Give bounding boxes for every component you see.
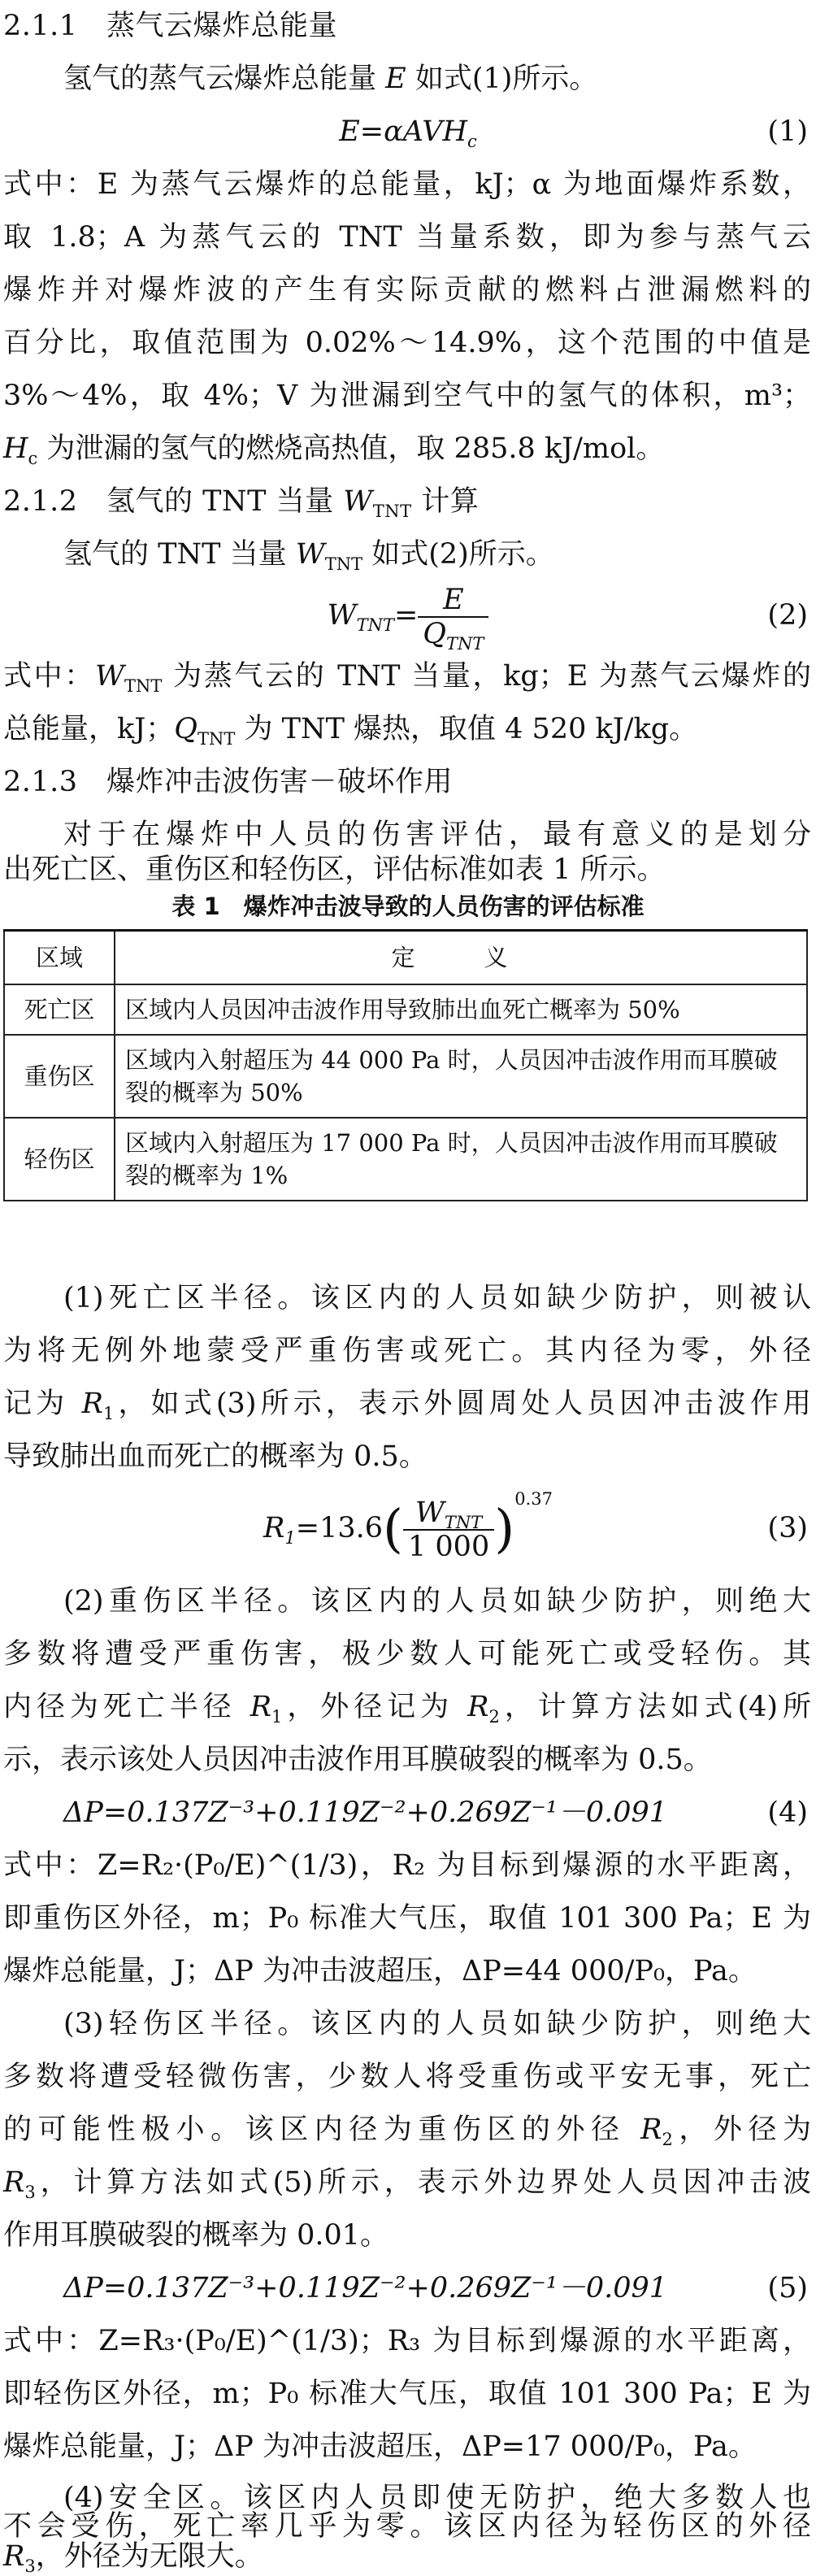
- paragraph-line: 出死亡区、重伤区和轻伤区，评估标准如表 1 所示。: [3, 854, 666, 886]
- paragraph-line: 总能量，kJ；$Q_{TNT}$ 为 TNT 爆热，取值 4 520 kJ/kg。: [3, 713, 698, 749]
- equation-2: $W_{TNT}=$ $\frac{E}{Q_{TNT}}$: [0, 579, 816, 652]
- paragraph-line: 内径为死亡半径 $R_1$，外径记为 $R_2$，计算方法如式(4)所: [3, 1691, 811, 1727]
- equation-3-number: (3): [767, 1512, 808, 1544]
- paragraph-line: $R_3$，外径为无限大。: [3, 2540, 263, 2576]
- paragraph-line: 式中：Z=R₂·(P₀/E)^(1/3)，R₂ 为目标到爆源的水平距离，: [3, 1849, 811, 1882]
- paragraph-line: 式中：$W_{TNT}$ 为蒸气云的 TNT 当量，kg；E 为蒸气云爆炸的: [3, 660, 811, 696]
- evaluation-table: [3, 929, 808, 1201]
- table-row: [4, 984, 807, 1035]
- paragraph-line: 即重伤区外径，m；P₀ 标准大气压，取值 101 300 Pa；E 为: [3, 1902, 811, 1935]
- paragraph-line: 式中：Z=R₃·(P₀/E)^(1/3)；R₃ 为目标到爆源的水平距离，: [3, 2325, 811, 2357]
- equation-4-number: (4): [767, 1796, 808, 1829]
- paragraph-line: 式中：E 为蒸气云爆炸的总能量，kJ；α 为地面爆炸系数，: [3, 168, 811, 201]
- equation-5-number: (5): [767, 2272, 808, 2304]
- table-row: [4, 1118, 807, 1201]
- paragraph-line: 记为 $R_1$，如式(3)所示，表示外圆周处人员因冲击波作用: [3, 1388, 811, 1423]
- paragraph-line: 多数将遭受轻微伤害，少数人将受重伤或平安无事，死亡: [3, 2061, 811, 2093]
- table-cell-zone: 重伤区: [4, 1035, 115, 1118]
- paragraph-line: 爆炸总能量，J；ΔP 为冲击波超压，ΔP=44 000/P₀，Pa。: [3, 1955, 757, 1987]
- paragraph-line: (1)死亡区半径。该区内的人员如缺少防护，则被认: [63, 1282, 811, 1314]
- table-row: [4, 1035, 807, 1118]
- equation-5: ΔP=0.137Z⁻³+0.119Z⁻²+0.269Z⁻¹－0.091: [63, 2272, 668, 2304]
- paragraph-line: 爆炸总能量，J；ΔP 为冲击波超压，ΔP=17 000/P₀，Pa。: [3, 2430, 757, 2463]
- equation-1: E=αAVH$_c$: [339, 115, 477, 151]
- table-header-zone: 区域: [4, 931, 115, 985]
- table-cell-definition: 区域内人员因冲击波作用导致肺出血死亡概率为 50%: [115, 984, 807, 1035]
- equation-1-number: (1): [767, 115, 808, 148]
- paragraph-line: 示，表示该处人员因冲击波作用耳膜破裂的概率为 0.5。: [3, 1744, 712, 1776]
- paragraph-intro-eq2: 氢气的 TNT 当量 $W_{TNT}$ 如式(2)所示。: [63, 538, 554, 574]
- paragraph-line: 对于在爆炸中人员的伤害评估，最有意义的是划分: [63, 819, 811, 851]
- paragraph-line: 3%～4%，取 4%；V 为泄漏到空气中的氢气的体积，m³；: [3, 380, 811, 412]
- table-header-row: [4, 931, 807, 985]
- paragraph-line: 导致肺出血而死亡的概率为 0.5。: [3, 1440, 428, 1473]
- paragraph-line: 为将无例外地蒙受严重伤害或死亡。其内径为零，外径: [3, 1335, 811, 1367]
- paragraph-line: 即轻伤区外径，m；P₀ 标准大气压，取值 101 300 Pa；E 为: [3, 2378, 811, 2410]
- table-cell-definition: 区域内入射超压为 44 000 Pa 时，人员因冲击波作用而耳膜破裂的概率为 50%: [115, 1035, 807, 1118]
- paragraph-intro-eq1: 氢气的蒸气云爆炸总能量 E 如式(1)所示。: [63, 63, 598, 95]
- section-heading-2-1-3: 2.1.3 爆炸冲击波伤害－破坏作用: [3, 766, 454, 798]
- paragraph-line: (4)安全区。该区内人员即使无防护，绝大多数人也: [63, 2482, 811, 2514]
- paragraph-line: (3)轻伤区半径。该区内的人员如缺少防护，则绝大: [63, 2008, 811, 2040]
- paragraph-line: 的可能性极小。该区内径为重伤区的外径 $R_2$，外径为: [3, 2113, 811, 2149]
- table-cell-zone: 轻伤区: [4, 1118, 115, 1201]
- paragraph-line: 多数将遭受严重伤害，极少数人可能死亡或受轻伤。其: [3, 1638, 811, 1670]
- paragraph-line: 不会受伤，死亡率几乎为零。该区内径为轻伤区的外径: [3, 2510, 811, 2543]
- paragraph-line: (2)重伤区半径。该区内的人员如缺少防护，则绝大: [63, 1585, 811, 1618]
- equation-2-number: (2): [767, 599, 808, 632]
- equation-3: $R_1=13.6$( $\frac{W_{TNT}}{1 000}$ )$^{0.37}$: [263, 1489, 553, 1563]
- table-caption: 表 1 爆炸冲击波导致的人员伤害的评估标准: [171, 893, 645, 920]
- paragraph-line: 作用耳膜破裂的概率为 0.01。: [3, 2219, 389, 2252]
- equation-4: ΔP=0.137Z⁻³+0.119Z⁻²+0.269Z⁻¹－0.091: [63, 1796, 668, 1829]
- table-cell-definition: 区域内入射超压为 17 000 Pa 时，人员因冲击波作用而耳膜破裂的概率为 1%: [115, 1118, 807, 1201]
- table-header-definition: 定 义: [115, 931, 807, 985]
- section-heading-2-1-2: 2.1.2 氢气的 TNT 当量 $W_{TNT}$ 计算: [3, 485, 480, 521]
- equation-3-fraction: $\frac{W_{TNT}}{1 000}$: [403, 1497, 494, 1563]
- paragraph-line: $H_c$ 为泄漏的氢气的燃烧高热值，取 285.8 kJ/mol。: [3, 432, 665, 468]
- paragraph-line: 百分比，取值范围为 0.02%～14.9%，这个范围的中值是: [3, 327, 811, 359]
- equation-2-fraction: $\frac{E}{Q_{TNT}}$: [418, 584, 488, 650]
- section-heading-2-1-1: 2.1.1 蒸气云爆炸总能量: [3, 10, 338, 42]
- paragraph-line: 取 1.8；A 为蒸气云的 TNT 当量系数，即为参与蒸气云: [3, 221, 811, 254]
- paragraph-line: 爆炸并对爆炸波的产生有实际贡献的燃料占泄漏燃料的: [3, 274, 811, 306]
- paragraph-line: $R_3$，计算方法如式(5)所示，表示外边界处人员因冲击波: [3, 2166, 811, 2202]
- table-cell-zone: 死亡区: [4, 984, 115, 1035]
